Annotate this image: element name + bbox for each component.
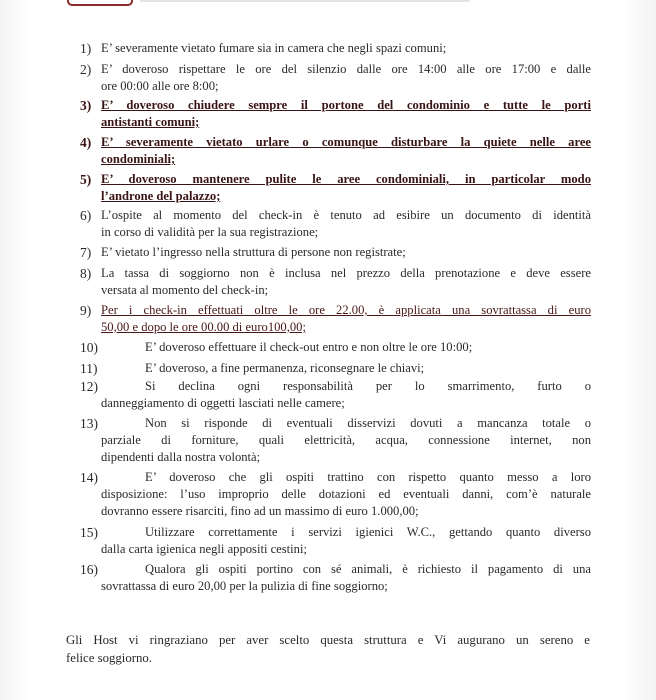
- rule-text-line-1: E’ doveroso chiudere sempre il portone del condominio e tutte le porti: [101, 98, 591, 112]
- rule-number: 11): [80, 361, 98, 376]
- rule-number: 9): [80, 303, 92, 318]
- rule-number: 6): [80, 208, 92, 223]
- rule-text-line-2: l’androne del palazzo;: [101, 189, 221, 203]
- rule-number: 15): [80, 525, 98, 540]
- rule-number: 8): [80, 266, 92, 281]
- rule-text-line-1: E’ severamente vietato urlare o comunque disturbare la quiete nelle aree: [101, 135, 591, 149]
- rule-text-line-2: danneggiamento di oggetti lasciati nelle camere;: [101, 396, 345, 410]
- rule-text-line-1: E’ doveroso che gli ospiti trattino con rispetto quanto messo a loro: [145, 470, 591, 484]
- rule-number: 3): [80, 98, 92, 113]
- rule-number: 12): [80, 379, 98, 394]
- rule-text: E’ vietato l’ingresso nella struttura di persone non registrate;: [101, 245, 406, 259]
- rule-text-line-1: Utilizzare correttamente i servizi igienici W.C., gettando quanto diverso: [145, 525, 591, 539]
- rule-text-line-2: sovrattassa di euro 20,00 per la pulizia di fine soggiorno;: [101, 579, 388, 593]
- rule-text-line-1: Qualora gli ospiti portino con sé animali, è richiesto il pagamento di una: [145, 562, 591, 576]
- rule-text-line-2: versata al momento del check-in;: [101, 283, 269, 297]
- logo-icon: [67, 0, 133, 6]
- header-text-cropped: [140, 0, 470, 2]
- rule-text-line-2: condominiali;: [101, 152, 176, 166]
- rule-number: 1): [80, 41, 92, 56]
- rule-text-line-1: Si declina ogni responsabilità per lo smarrimento, furto o: [145, 379, 591, 393]
- rule-number: 4): [80, 135, 92, 150]
- rule-text-line-2: dalla carta igienica negli appositi cestini;: [101, 542, 307, 556]
- rule-text-line-1: E’ doveroso mantenere pulite le aree condominiali, in particolar modo: [101, 172, 591, 186]
- closing-line-1: Gli Host vi ringraziano per aver scelto questa struttura e Vi augurano un sereno e: [66, 633, 590, 647]
- rule-text-line-2: disposizione: l’uso improprio delle dotazioni ed eventuali danni, com’è naturale: [101, 487, 591, 501]
- rule-number: 14): [80, 470, 98, 485]
- rule-number: 2): [80, 62, 92, 77]
- rule-text-line-1: Non si risponde di eventuali disservizi dovuti a mancanza totale o: [145, 416, 591, 430]
- rule-text-line-1: L’ospite al momento del check-in è tenuto ad esibire un documento di identità: [101, 208, 591, 222]
- rule-number: 5): [80, 172, 92, 187]
- closing-line-2: felice soggiorno.: [66, 651, 152, 665]
- rule-text-line-1: E’ doveroso rispettare le ore del silenzio dalle ore 14:00 alle ore 17:00 e dalle: [101, 62, 591, 76]
- rule-text-line-3: dipendenti dalla nostra volontà;: [101, 450, 261, 464]
- rule-text-line-1: La tassa di soggiorno non è inclusa nel prezzo della prenotazione e deve essere: [101, 266, 591, 280]
- rule-text: E’ doveroso, a fine permanenza, riconsegnare le chiavi;: [145, 361, 425, 375]
- rule-text-line-2: ore 00:00 alle ore 8:00;: [101, 79, 219, 93]
- rule-text-line-1: Per i check-in effettuati oltre le ore 22.00, è applicata una sovrattassa di euro: [101, 303, 591, 317]
- rule-text: E’ severamente vietato fumare sia in camera che negli spazi comuni;: [101, 41, 447, 55]
- rule-text-line-2: 50,00 e dopo le ore 00.00 di euro100,00;: [101, 320, 306, 334]
- rule-number: 16): [80, 562, 98, 577]
- rule-text-line-2: antistanti comuni;: [101, 115, 200, 129]
- rule-number: 13): [80, 416, 98, 431]
- rule-text-line-2: in corso di validità per la sua registrazione;: [101, 225, 319, 239]
- rule-text-line-3: dovranno essere risarciti, fino ad un massimo di euro 1.000,00;: [101, 504, 419, 518]
- rule-number: 10): [80, 340, 98, 355]
- rule-text: E’ doveroso effettuare il check-out entro e non oltre le ore 10:00;: [145, 340, 473, 354]
- closing-message: [66, 631, 590, 667]
- rule-number: 7): [80, 245, 92, 260]
- rule-text-line-2: parziale di forniture, quali elettricità, acqua, connessione internet, non: [101, 433, 591, 447]
